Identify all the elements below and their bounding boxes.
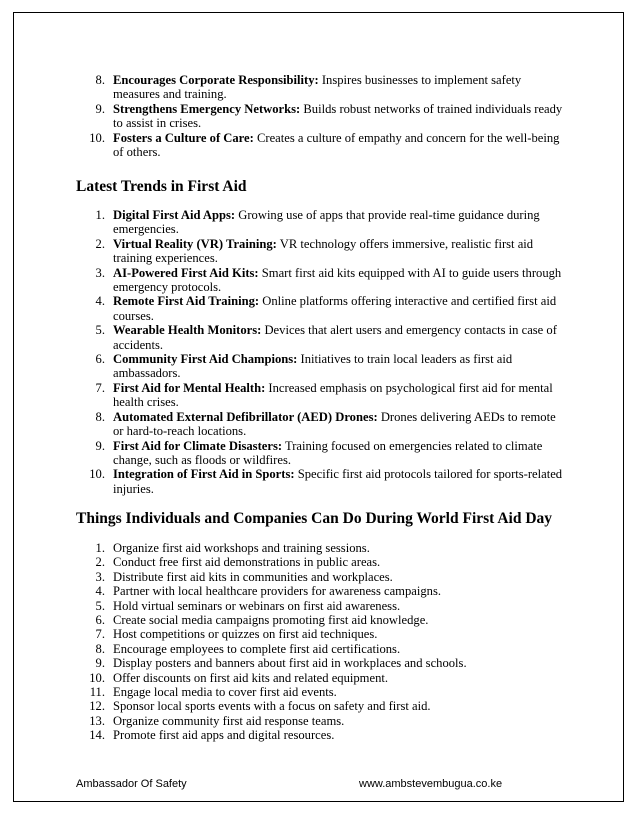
- list-item-number: 2.: [95, 555, 105, 570]
- list-item-title: AI-Powered First Aid Kits:: [113, 265, 259, 280]
- list-item: [0, 699, 563, 713]
- footer-website: www.ambstevembugua.co.ke: [359, 778, 503, 790]
- list-item-title: Virtual Reality (VR) Training:: [113, 236, 277, 251]
- list-item-text: Creates a culture of empathy and concern for the well-being of others.: [113, 130, 560, 160]
- list-item-number: 3.: [95, 569, 105, 584]
- list-item-number: 2.: [95, 236, 105, 251]
- list-item-number: 1.: [95, 541, 105, 555]
- list-item-title: Wearable Health Monitors:: [113, 323, 262, 338]
- trends-list: [0, 208, 638, 496]
- list-item-number: 9.: [95, 101, 105, 116]
- list-item: [0, 613, 563, 627]
- list-item-number: 12.: [89, 699, 105, 714]
- list-item: [0, 102, 563, 131]
- list-item-number: 9.: [95, 656, 105, 671]
- list-item: [0, 266, 563, 295]
- list-item: [0, 599, 563, 613]
- list-item-number: 5.: [95, 323, 105, 338]
- list-item-number: 6.: [95, 352, 105, 367]
- list-item-number: 7.: [95, 380, 105, 395]
- list-item-number: 7.: [95, 627, 105, 642]
- list-item-text: Specific first aid protocols tailored for sports-related injuries.: [113, 467, 563, 496]
- list-item-title: Digital First Aid Apps:: [113, 208, 236, 222]
- list-item: [0, 208, 563, 237]
- list-item-number: 4.: [95, 584, 105, 599]
- list-item-text: Builds robust networks of trained individuals ready to assist in crises.: [113, 101, 563, 131]
- list-item: [0, 237, 563, 266]
- list-item-text: Organize community first aid response teams.: [113, 713, 345, 728]
- list-item: [0, 555, 563, 569]
- list-item-number: 8.: [95, 73, 105, 87]
- list-item-number: 13.: [89, 713, 105, 728]
- list-item: [0, 381, 563, 410]
- list-item-text: Initiatives to train local leaders as first aid ambassadors.: [113, 352, 513, 381]
- trends-heading: Latest Trends in First Aid: [76, 178, 247, 195]
- list-item-text: Encourage employees to complete first aid certifications.: [113, 641, 401, 656]
- list-item: [0, 131, 563, 160]
- list-item: [0, 467, 563, 496]
- list-item-title: First Aid for Climate Disasters:: [113, 438, 283, 453]
- list-item-number: 1.: [95, 208, 105, 222]
- list-item-text: Organize first aid workshops and training sessions.: [113, 541, 370, 555]
- list-item: [0, 352, 563, 381]
- list-item-text: Conduct free first aid demonstrations in public areas.: [113, 555, 381, 570]
- list-item-title: Automated External Defibrillator (AED) Drones:: [113, 409, 378, 424]
- list-item-number: 5.: [95, 598, 105, 613]
- list-item: [0, 685, 563, 699]
- list-item-number: 10.: [89, 467, 105, 482]
- list-item-title: Fosters a Culture of Care:: [113, 130, 254, 145]
- list-item-text: Training focused on emergencies related to climate change, such as floods or wildfires.: [113, 438, 543, 467]
- list-item-title: First Aid for Mental Health:: [113, 380, 266, 395]
- list-item: [0, 73, 563, 102]
- list-item: [0, 728, 563, 742]
- list-item-text: Host competitions or quizzes on first aid techniques.: [113, 627, 378, 642]
- list-item-text: Sponsor local sports events with a focus on safety and first aid.: [113, 699, 431, 714]
- list-item: [0, 671, 563, 685]
- list-item-number: 14.: [89, 728, 105, 743]
- list-item: [0, 323, 563, 352]
- list-item: [0, 541, 563, 555]
- list-item-text: Create social media campaigns promoting first aid knowledge.: [113, 613, 429, 628]
- list-item-number: 10.: [89, 130, 105, 145]
- list-item-text: Partner with local healthcare providers for awareness campaigns.: [113, 584, 442, 599]
- list-item: [0, 570, 563, 584]
- list-item-text: Smart first aid kits equipped with AI to guide users through emergency protocols.: [113, 265, 562, 295]
- list-item-text: Increased emphasis on psychological first aid for mental health crises.: [113, 380, 553, 410]
- list-item-text: VR technology offers immersive, realistic first aid training experiences.: [113, 236, 534, 266]
- list-item-number: 3.: [95, 265, 105, 280]
- list-item-text: Promote first aid apps and digital resources.: [113, 728, 335, 743]
- list-item-text: Growing use of apps that provide real-time guidance during emergencies.: [113, 208, 540, 237]
- list-item: [0, 294, 563, 323]
- footer-left: Ambassador Of Safety: [76, 778, 187, 790]
- list-item: [0, 642, 563, 656]
- list-item: [0, 410, 563, 439]
- list-item-text: Distribute first aid kits in communities and workplaces.: [113, 569, 393, 584]
- list-item-title: Encourages Corporate Responsibility:: [113, 73, 319, 87]
- list-item-text: Online platforms offering interactive and certified first aid courses.: [113, 294, 557, 323]
- list-item-title: Integration of First Aid in Sports:: [113, 467, 295, 482]
- list-item-text: Offer discounts on first aid kits and related equipment.: [113, 670, 389, 685]
- list-item-number: 10.: [89, 670, 105, 685]
- list-item-number: 6.: [95, 613, 105, 628]
- list-item-text: Engage local media to cover first aid events.: [113, 685, 337, 700]
- list-item: [0, 584, 563, 598]
- list-item-number: 8.: [95, 409, 105, 424]
- list-item: [0, 656, 563, 670]
- list-item-title: Remote First Aid Training:: [113, 294, 260, 309]
- list-item-text: Display posters and banners about first aid in workplaces and schools.: [113, 656, 467, 671]
- list-item: [0, 439, 563, 468]
- list-item-number: 11.: [89, 685, 105, 700]
- list-item-text: Drones delivering AEDs to remote or hard-to-reach locations.: [113, 409, 556, 439]
- actions-heading: Things Individuals and Companies Can Do During World First Aid Day: [76, 510, 553, 527]
- list-item-title: Community First Aid Champions:: [113, 352, 298, 367]
- list-item-number: 8.: [95, 641, 105, 656]
- benefits-list-continued: [0, 73, 638, 159]
- list-item-text: Devices that alert users and emergency contacts in case of accidents.: [113, 323, 557, 352]
- list-item-text: Inspires businesses to implement safety measures and training.: [113, 73, 522, 102]
- list-item-number: 4.: [95, 294, 105, 309]
- list-item: [0, 714, 563, 728]
- list-item-number: 9.: [95, 438, 105, 453]
- actions-list: [0, 541, 638, 743]
- list-item: [0, 627, 563, 641]
- list-item-title: Strengthens Emergency Networks:: [113, 101, 301, 116]
- list-item-text: Hold virtual seminars or webinars on first aid awareness.: [113, 598, 401, 613]
